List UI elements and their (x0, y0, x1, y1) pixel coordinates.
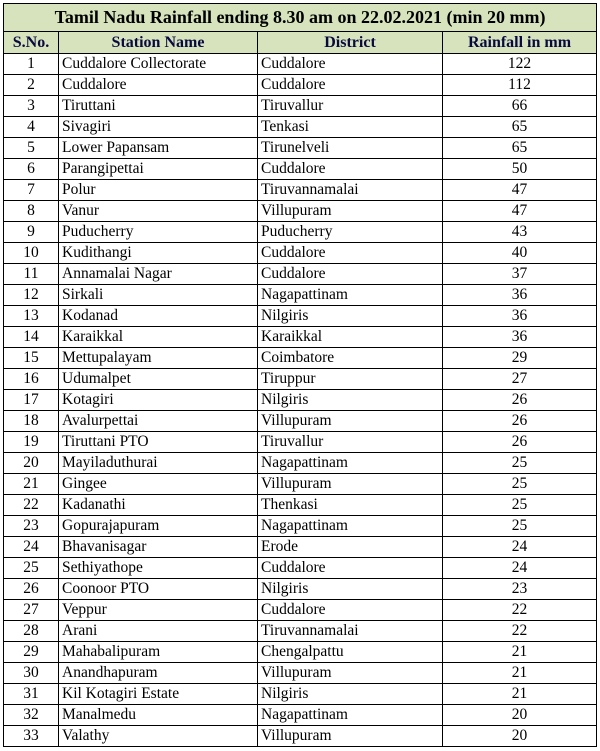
cell-district: Cuddalore (258, 75, 443, 96)
cell-district: Puducherry (258, 222, 443, 243)
cell-rainfall: 22 (443, 600, 597, 621)
cell-sno: 11 (4, 264, 59, 285)
cell-district: Villupuram (258, 474, 443, 495)
cell-rainfall: 112 (443, 75, 597, 96)
cell-rainfall: 25 (443, 495, 597, 516)
cell-rainfall: 66 (443, 96, 597, 117)
cell-station-name: Gingee (59, 474, 258, 495)
cell-sno: 32 (4, 705, 59, 726)
cell-rainfall: 27 (443, 369, 597, 390)
cell-sno: 16 (4, 369, 59, 390)
cell-station-name: Sirkali (59, 285, 258, 306)
cell-station-name: Coonoor PTO (59, 579, 258, 600)
cell-sno: 29 (4, 642, 59, 663)
table-row (4, 390, 597, 411)
cell-district: Nilgiris (258, 579, 443, 600)
table-row (4, 663, 597, 684)
cell-sno: 28 (4, 621, 59, 642)
cell-district: Nilgiris (258, 390, 443, 411)
cell-sno: 24 (4, 537, 59, 558)
cell-station-name: Bhavanisagar (59, 537, 258, 558)
column-header-sno: S.No. (4, 32, 59, 54)
cell-station-name: Kodanad (59, 306, 258, 327)
column-header-district: District (258, 32, 443, 54)
cell-sno: 9 (4, 222, 59, 243)
cell-rainfall: 50 (443, 159, 597, 180)
cell-rainfall: 65 (443, 138, 597, 159)
cell-district: Coimbatore (258, 348, 443, 369)
table-row (4, 600, 597, 621)
cell-sno: 14 (4, 327, 59, 348)
table-row (4, 579, 597, 600)
cell-rainfall: 22 (443, 621, 597, 642)
cell-district: Erode (258, 537, 443, 558)
cell-rainfall: 40 (443, 243, 597, 264)
cell-station-name: Mettupalayam (59, 348, 258, 369)
cell-rainfall: 24 (443, 558, 597, 579)
cell-station-name: Sethiyathope (59, 558, 258, 579)
cell-district: Thenkasi (258, 495, 443, 516)
cell-rainfall: 26 (443, 411, 597, 432)
table-row (4, 642, 597, 663)
table-row (4, 348, 597, 369)
cell-rainfall: 36 (443, 285, 597, 306)
cell-district: Cuddalore (258, 264, 443, 285)
table-row (4, 537, 597, 558)
cell-district: Tiruvannamalai (258, 180, 443, 201)
cell-station-name: Arani (59, 621, 258, 642)
cell-station-name: Karaikkal (59, 327, 258, 348)
cell-rainfall: 21 (443, 642, 597, 663)
cell-sno: 17 (4, 390, 59, 411)
cell-sno: 15 (4, 348, 59, 369)
table-row (4, 432, 597, 453)
cell-station-name: Veppur (59, 600, 258, 621)
cell-sno: 6 (4, 159, 59, 180)
cell-station-name: Parangipettai (59, 159, 258, 180)
cell-station-name: Annamalai Nagar (59, 264, 258, 285)
cell-sno: 20 (4, 453, 59, 474)
cell-station-name: Tiruttani PTO (59, 432, 258, 453)
cell-station-name: Kadanathi (59, 495, 258, 516)
cell-rainfall: 47 (443, 201, 597, 222)
table-row (4, 75, 597, 96)
title-row (4, 4, 597, 32)
table-row (4, 516, 597, 537)
cell-district: Tiruvallur (258, 96, 443, 117)
table-row (4, 96, 597, 117)
cell-station-name: Cuddalore Collectorate (59, 54, 258, 75)
cell-sno: 22 (4, 495, 59, 516)
cell-district: Nilgiris (258, 684, 443, 705)
cell-sno: 1 (4, 54, 59, 75)
cell-sno: 33 (4, 726, 59, 747)
column-header-rainfall: Rainfall in mm (443, 32, 597, 54)
cell-rainfall: 25 (443, 453, 597, 474)
cell-district: Chengalpattu (258, 642, 443, 663)
cell-sno: 4 (4, 117, 59, 138)
table-row (4, 705, 597, 726)
table-title: Tamil Nadu Rainfall ending 8.30 am on 22.02.2021 (min 20 mm) (4, 4, 597, 32)
column-header-station-name: Station Name (59, 32, 258, 54)
table-row (4, 138, 597, 159)
cell-station-name: Kil Kotagiri Estate (59, 684, 258, 705)
cell-district: Nagapattinam (258, 705, 443, 726)
cell-sno: 21 (4, 474, 59, 495)
table-row (4, 201, 597, 222)
cell-rainfall: 36 (443, 306, 597, 327)
cell-station-name: Cuddalore (59, 75, 258, 96)
cell-district: Tiruvallur (258, 432, 443, 453)
cell-sno: 18 (4, 411, 59, 432)
rainfall-table (3, 3, 597, 747)
cell-sno: 19 (4, 432, 59, 453)
table-body (4, 54, 597, 747)
cell-station-name: Sivagiri (59, 117, 258, 138)
cell-sno: 30 (4, 663, 59, 684)
header-row (4, 32, 597, 54)
cell-sno: 23 (4, 516, 59, 537)
cell-rainfall: 47 (443, 180, 597, 201)
cell-station-name: Udumalpet (59, 369, 258, 390)
cell-sno: 13 (4, 306, 59, 327)
cell-station-name: Kudithangi (59, 243, 258, 264)
cell-station-name: Avalurpettai (59, 411, 258, 432)
cell-station-name: Valathy (59, 726, 258, 747)
cell-station-name: Tiruttani (59, 96, 258, 117)
table-row (4, 222, 597, 243)
cell-rainfall: 25 (443, 516, 597, 537)
cell-station-name: Anandhapuram (59, 663, 258, 684)
cell-rainfall: 21 (443, 663, 597, 684)
cell-sno: 7 (4, 180, 59, 201)
cell-district: Tiruppur (258, 369, 443, 390)
cell-sno: 2 (4, 75, 59, 96)
cell-district: Nilgiris (258, 306, 443, 327)
table-row (4, 684, 597, 705)
cell-sno: 10 (4, 243, 59, 264)
cell-sno: 5 (4, 138, 59, 159)
cell-rainfall: 65 (443, 117, 597, 138)
cell-station-name: Mayiladuthurai (59, 453, 258, 474)
cell-station-name: Kotagiri (59, 390, 258, 411)
table-row (4, 117, 597, 138)
cell-district: Villupuram (258, 663, 443, 684)
cell-district: Villupuram (258, 201, 443, 222)
cell-rainfall: 21 (443, 684, 597, 705)
cell-district: Cuddalore (258, 54, 443, 75)
table-row (4, 285, 597, 306)
cell-rainfall: 20 (443, 726, 597, 747)
cell-sno: 26 (4, 579, 59, 600)
cell-sno: 3 (4, 96, 59, 117)
cell-rainfall: 36 (443, 327, 597, 348)
cell-district: Cuddalore (258, 159, 443, 180)
cell-rainfall: 23 (443, 579, 597, 600)
table-row (4, 369, 597, 390)
cell-rainfall: 122 (443, 54, 597, 75)
cell-district: Villupuram (258, 726, 443, 747)
cell-district: Nagapattinam (258, 285, 443, 306)
cell-district: Nagapattinam (258, 453, 443, 474)
cell-sno: 31 (4, 684, 59, 705)
cell-sno: 27 (4, 600, 59, 621)
table-row (4, 264, 597, 285)
cell-rainfall: 26 (443, 432, 597, 453)
cell-district: Nagapattinam (258, 516, 443, 537)
table-row (4, 180, 597, 201)
cell-district: Tiruvannamalai (258, 621, 443, 642)
table-row (4, 453, 597, 474)
table-row (4, 726, 597, 747)
cell-district: Cuddalore (258, 243, 443, 264)
cell-rainfall: 20 (443, 705, 597, 726)
cell-sno: 12 (4, 285, 59, 306)
table-row (4, 411, 597, 432)
cell-district: Tirunelveli (258, 138, 443, 159)
table-row (4, 54, 597, 75)
table-row (4, 327, 597, 348)
cell-station-name: Mahabalipuram (59, 642, 258, 663)
cell-district: Tenkasi (258, 117, 443, 138)
table-row (4, 495, 597, 516)
cell-district: Cuddalore (258, 558, 443, 579)
table-row (4, 159, 597, 180)
cell-station-name: Lower Papansam (59, 138, 258, 159)
cell-station-name: Polur (59, 180, 258, 201)
cell-sno: 25 (4, 558, 59, 579)
cell-district: Karaikkal (258, 327, 443, 348)
cell-rainfall: 43 (443, 222, 597, 243)
cell-rainfall: 24 (443, 537, 597, 558)
cell-station-name: Puducherry (59, 222, 258, 243)
cell-sno: 8 (4, 201, 59, 222)
cell-station-name: Gopurajapuram (59, 516, 258, 537)
table-row (4, 558, 597, 579)
table-row (4, 243, 597, 264)
table-row (4, 621, 597, 642)
cell-rainfall: 29 (443, 348, 597, 369)
cell-station-name: Vanur (59, 201, 258, 222)
cell-rainfall: 26 (443, 390, 597, 411)
table-row (4, 306, 597, 327)
cell-district: Cuddalore (258, 600, 443, 621)
table-row (4, 474, 597, 495)
cell-rainfall: 25 (443, 474, 597, 495)
cell-rainfall: 37 (443, 264, 597, 285)
cell-station-name: Manalmedu (59, 705, 258, 726)
cell-district: Villupuram (258, 411, 443, 432)
